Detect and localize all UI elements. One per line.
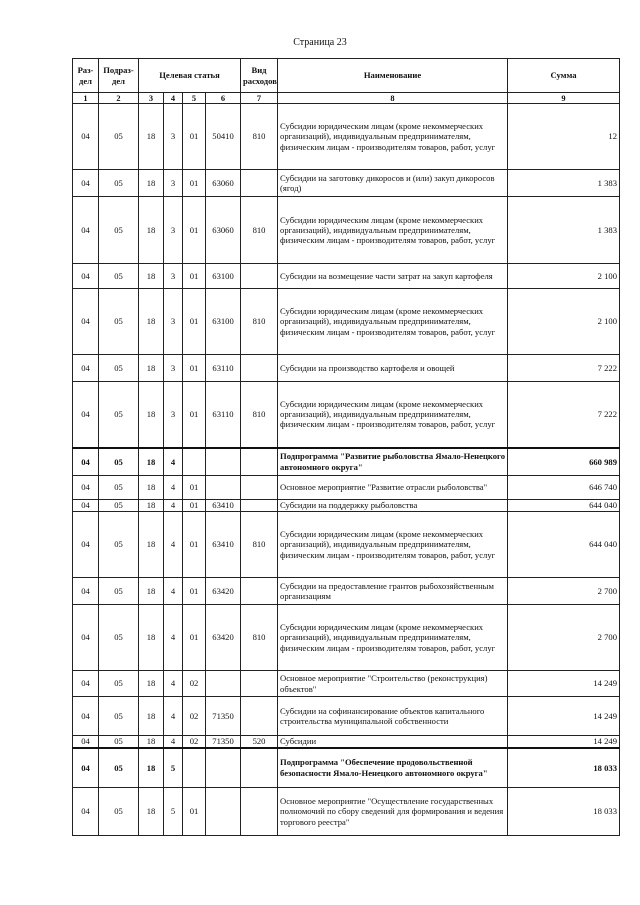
cell-celevaya-3: 02	[183, 671, 206, 697]
cell-summa: 18 033	[508, 788, 620, 836]
cell-vid-rashodov: 810	[241, 289, 278, 355]
table-row	[73, 476, 620, 500]
cell-naimenovanie: Субсидии юридическим лицам (кроме некоммерческих организаций), индивидуальным предпринимателям, физическим лицам - производителям товаров, работ, услуг	[278, 605, 508, 671]
cell-vid-rashodov	[241, 748, 278, 788]
table-row	[73, 264, 620, 289]
column-index: 3	[139, 93, 164, 104]
cell-celevaya-4: 63420	[206, 578, 241, 605]
cell-vid-rashodov: 810	[241, 104, 278, 170]
cell-naimenovanie: Субсидии на софинансирование объектов капитального строительства муниципальной собственности	[278, 697, 508, 736]
cell-celevaya-1: 18	[139, 605, 164, 671]
cell-razdel: 04	[73, 605, 99, 671]
cell-celevaya-2: 3	[164, 289, 183, 355]
cell-vid-rashodov	[241, 448, 278, 476]
cell-razdel: 04	[73, 289, 99, 355]
cell-vid-rashodov: 810	[241, 382, 278, 448]
cell-celevaya-1: 18	[139, 736, 164, 748]
cell-celevaya-3: 01	[183, 500, 206, 512]
cell-vid-rashodov	[241, 671, 278, 697]
column-index: 5	[183, 93, 206, 104]
header-razdel: Раз-дел	[73, 59, 99, 93]
cell-celevaya-2: 4	[164, 476, 183, 500]
cell-podrazdel: 05	[99, 671, 139, 697]
cell-podrazdel: 05	[99, 736, 139, 748]
cell-summa: 12	[508, 104, 620, 170]
table-row	[73, 355, 620, 382]
cell-celevaya-3	[183, 448, 206, 476]
cell-celevaya-3: 02	[183, 736, 206, 748]
cell-naimenovanie: Субсидии на производство картофеля и овощей	[278, 355, 508, 382]
cell-podrazdel: 05	[99, 512, 139, 578]
cell-celevaya-1: 18	[139, 476, 164, 500]
header-row	[73, 59, 620, 93]
cell-summa: 14 249	[508, 736, 620, 748]
cell-summa: 646 740	[508, 476, 620, 500]
cell-celevaya-3: 01	[183, 104, 206, 170]
cell-celevaya-3: 02	[183, 697, 206, 736]
cell-celevaya-4: 63410	[206, 500, 241, 512]
cell-celevaya-1: 18	[139, 104, 164, 170]
cell-summa: 7 222	[508, 355, 620, 382]
cell-celevaya-1: 18	[139, 264, 164, 289]
cell-summa: 644 040	[508, 512, 620, 578]
column-index: 9	[508, 93, 620, 104]
table-row	[73, 170, 620, 197]
cell-celevaya-3: 01	[183, 512, 206, 578]
cell-celevaya-2: 4	[164, 448, 183, 476]
header-celevaya-statya: Целевая статья	[139, 59, 241, 93]
cell-celevaya-3	[183, 748, 206, 788]
cell-celevaya-4: 63110	[206, 355, 241, 382]
cell-razdel: 04	[73, 578, 99, 605]
table-row	[73, 197, 620, 264]
cell-podrazdel: 05	[99, 788, 139, 836]
cell-summa: 660 989	[508, 448, 620, 476]
cell-celevaya-2: 3	[164, 170, 183, 197]
cell-celevaya-4	[206, 788, 241, 836]
cell-vid-rashodov	[241, 355, 278, 382]
cell-naimenovanie: Подпрограмма "Развитие рыболовства Ямало-Ненецкого автономного округа"	[278, 448, 508, 476]
cell-vid-rashodov: 520	[241, 736, 278, 748]
cell-celevaya-3: 01	[183, 170, 206, 197]
cell-celevaya-4: 63060	[206, 170, 241, 197]
column-index: 1	[73, 93, 99, 104]
cell-razdel: 04	[73, 697, 99, 736]
cell-podrazdel: 05	[99, 104, 139, 170]
cell-celevaya-4: 63410	[206, 512, 241, 578]
cell-naimenovanie: Основное мероприятие "Осуществление государственных полномочий по сбору сведений для формирования и ведения торгового реестра"	[278, 788, 508, 836]
cell-naimenovanie: Субсидии на предоставление грантов рыбохозяйственным организациям	[278, 578, 508, 605]
cell-celevaya-2: 3	[164, 104, 183, 170]
cell-celevaya-3: 01	[183, 605, 206, 671]
cell-celevaya-1: 18	[139, 748, 164, 788]
cell-summa: 18 033	[508, 748, 620, 788]
cell-celevaya-3: 01	[183, 476, 206, 500]
column-index-row	[73, 93, 620, 104]
cell-podrazdel: 05	[99, 605, 139, 671]
cell-vid-rashodov: 810	[241, 605, 278, 671]
cell-celevaya-4	[206, 448, 241, 476]
cell-podrazdel: 05	[99, 382, 139, 448]
cell-naimenovanie: Подпрограмма "Обеспечение продовольственной безопасности Ямало-Ненецкого автономного округа"	[278, 748, 508, 788]
cell-summa: 7 222	[508, 382, 620, 448]
cell-naimenovanie: Субсидии	[278, 736, 508, 748]
cell-naimenovanie: Субсидии юридическим лицам (кроме некоммерческих организаций), индивидуальным предпринимателям, физическим лицам - производителям товаров, работ, услуг	[278, 382, 508, 448]
table-row	[73, 697, 620, 736]
cell-naimenovanie: Субсидии юридическим лицам (кроме некоммерческих организаций), индивидуальным предпринимателям, физическим лицам - производителям товаров, работ, услуг	[278, 289, 508, 355]
cell-celevaya-1: 18	[139, 170, 164, 197]
cell-celevaya-1: 18	[139, 671, 164, 697]
cell-celevaya-4: 71350	[206, 736, 241, 748]
cell-celevaya-1: 18	[139, 788, 164, 836]
cell-razdel: 04	[73, 748, 99, 788]
column-index: 6	[206, 93, 241, 104]
table-row	[73, 289, 620, 355]
cell-razdel: 04	[73, 197, 99, 264]
budget-table	[72, 58, 620, 836]
cell-podrazdel: 05	[99, 697, 139, 736]
table-row	[73, 104, 620, 170]
cell-podrazdel: 05	[99, 170, 139, 197]
cell-vid-rashodov	[241, 578, 278, 605]
table-row	[73, 448, 620, 476]
table-row	[73, 382, 620, 448]
cell-razdel: 04	[73, 355, 99, 382]
cell-naimenovanie: Субсидии юридическим лицам (кроме некоммерческих организаций), индивидуальным предпринимателям, физическим лицам - производителям товаров, работ, услуг	[278, 197, 508, 264]
cell-celevaya-4: 63420	[206, 605, 241, 671]
cell-celevaya-3: 01	[183, 578, 206, 605]
cell-celevaya-4: 63060	[206, 197, 241, 264]
table-row	[73, 500, 620, 512]
cell-razdel: 04	[73, 476, 99, 500]
table-row	[73, 788, 620, 836]
cell-celevaya-4	[206, 748, 241, 788]
cell-razdel: 04	[73, 512, 99, 578]
header-vid-rashodov: Вид расходов	[241, 59, 278, 93]
cell-summa: 1 383	[508, 170, 620, 197]
cell-celevaya-2: 4	[164, 512, 183, 578]
column-index: 8	[278, 93, 508, 104]
cell-naimenovanie: Основное мероприятие "Строительство (реконструкция) объектов"	[278, 671, 508, 697]
cell-celevaya-1: 18	[139, 382, 164, 448]
cell-razdel: 04	[73, 104, 99, 170]
cell-celevaya-2: 5	[164, 788, 183, 836]
header-podrazdel: Подраз-дел	[99, 59, 139, 93]
cell-celevaya-4	[206, 671, 241, 697]
cell-celevaya-2: 4	[164, 671, 183, 697]
cell-podrazdel: 05	[99, 748, 139, 788]
cell-celevaya-3: 01	[183, 289, 206, 355]
cell-naimenovanie: Субсидии на заготовку дикоросов и (или) закуп дикоросов (ягод)	[278, 170, 508, 197]
cell-celevaya-1: 18	[139, 448, 164, 476]
column-index: 7	[241, 93, 278, 104]
cell-razdel: 04	[73, 448, 99, 476]
cell-celevaya-2: 5	[164, 748, 183, 788]
cell-celevaya-4: 71350	[206, 697, 241, 736]
cell-celevaya-3: 01	[183, 264, 206, 289]
cell-razdel: 04	[73, 500, 99, 512]
cell-celevaya-2: 3	[164, 355, 183, 382]
cell-vid-rashodov	[241, 170, 278, 197]
cell-podrazdel: 05	[99, 289, 139, 355]
cell-razdel: 04	[73, 170, 99, 197]
cell-podrazdel: 05	[99, 448, 139, 476]
cell-celevaya-1: 18	[139, 355, 164, 382]
cell-podrazdel: 05	[99, 355, 139, 382]
cell-celevaya-1: 18	[139, 500, 164, 512]
cell-vid-rashodov	[241, 697, 278, 736]
cell-podrazdel: 05	[99, 264, 139, 289]
cell-razdel: 04	[73, 382, 99, 448]
cell-celevaya-2: 4	[164, 736, 183, 748]
cell-razdel: 04	[73, 264, 99, 289]
table-row	[73, 605, 620, 671]
cell-naimenovanie: Субсидии юридическим лицам (кроме некоммерческих организаций), индивидуальным предпринимателям, физическим лицам - производителям товаров, работ, услуг	[278, 104, 508, 170]
cell-celevaya-3: 01	[183, 197, 206, 264]
cell-podrazdel: 05	[99, 500, 139, 512]
page-number: Страница 23	[293, 37, 347, 48]
cell-celevaya-3: 01	[183, 788, 206, 836]
cell-naimenovanie: Субсидии юридическим лицам (кроме некоммерческих организаций), индивидуальным предпринимателям, физическим лицам - производителям товаров, работ, услуг	[278, 512, 508, 578]
table-row	[73, 748, 620, 788]
cell-celevaya-2: 4	[164, 697, 183, 736]
cell-razdel: 04	[73, 736, 99, 748]
cell-summa: 14 249	[508, 697, 620, 736]
column-index: 2	[99, 93, 139, 104]
cell-celevaya-4: 63100	[206, 264, 241, 289]
cell-celevaya-4: 50410	[206, 104, 241, 170]
cell-naimenovanie: Субсидии на поддержку рыболовства	[278, 500, 508, 512]
cell-vid-rashodov: 810	[241, 197, 278, 264]
cell-summa: 644 040	[508, 500, 620, 512]
table-row	[73, 578, 620, 605]
cell-vid-rashodov: 810	[241, 512, 278, 578]
table-row	[73, 671, 620, 697]
cell-podrazdel: 05	[99, 578, 139, 605]
cell-celevaya-1: 18	[139, 512, 164, 578]
cell-celevaya-2: 3	[164, 382, 183, 448]
cell-celevaya-4: 63100	[206, 289, 241, 355]
header-summa: Сумма	[508, 59, 620, 93]
cell-summa: 2 100	[508, 264, 620, 289]
cell-celevaya-4: 63110	[206, 382, 241, 448]
cell-celevaya-2: 4	[164, 500, 183, 512]
cell-celevaya-2: 4	[164, 578, 183, 605]
cell-naimenovanie: Основное мероприятие "Развитие отрасли рыболовства"	[278, 476, 508, 500]
cell-summa: 2 100	[508, 289, 620, 355]
cell-celevaya-4	[206, 476, 241, 500]
cell-celevaya-3: 01	[183, 382, 206, 448]
cell-vid-rashodov	[241, 264, 278, 289]
cell-razdel: 04	[73, 671, 99, 697]
cell-vid-rashodov	[241, 476, 278, 500]
column-index: 4	[164, 93, 183, 104]
cell-celevaya-1: 18	[139, 289, 164, 355]
header-naimenovanie: Наименование	[278, 59, 508, 93]
cell-celevaya-2: 4	[164, 605, 183, 671]
cell-celevaya-2: 3	[164, 197, 183, 264]
cell-naimenovanie: Субсидии на возмещение части затрат на закуп картофеля	[278, 264, 508, 289]
cell-vid-rashodov	[241, 500, 278, 512]
cell-summa: 1 383	[508, 197, 620, 264]
cell-podrazdel: 05	[99, 197, 139, 264]
cell-podrazdel: 05	[99, 476, 139, 500]
cell-celevaya-3: 01	[183, 355, 206, 382]
cell-celevaya-1: 18	[139, 697, 164, 736]
cell-summa: 2 700	[508, 578, 620, 605]
cell-summa: 2 700	[508, 605, 620, 671]
cell-vid-rashodov	[241, 788, 278, 836]
table-row	[73, 512, 620, 578]
cell-celevaya-1: 18	[139, 197, 164, 264]
cell-razdel: 04	[73, 788, 99, 836]
cell-celevaya-1: 18	[139, 578, 164, 605]
table-row	[73, 736, 620, 748]
cell-summa: 14 249	[508, 671, 620, 697]
cell-celevaya-2: 3	[164, 264, 183, 289]
